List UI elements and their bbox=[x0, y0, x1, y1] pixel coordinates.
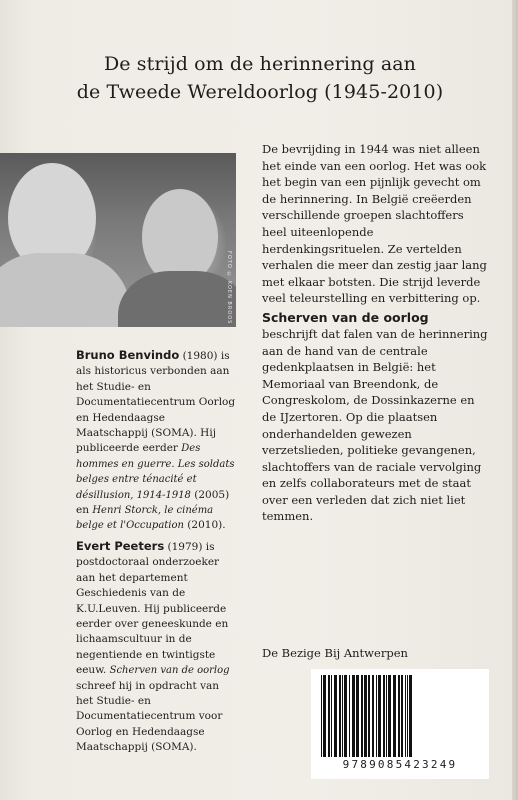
author-name: Bruno Benvindo bbox=[76, 348, 180, 362]
bio-text: (2005) en bbox=[76, 488, 230, 517]
author-bio-2 bbox=[76, 539, 236, 756]
author-name: Evert Peeters bbox=[76, 539, 165, 553]
barcode-bar bbox=[349, 675, 350, 757]
barcode-bar bbox=[356, 675, 359, 757]
book-title: Des hommes en guerre. Les soldats belges entre ténacité et désillusion, 1914-1918 bbox=[76, 443, 235, 501]
barcode-bar bbox=[361, 675, 363, 757]
bio-text: is als historicus verbonden aan het Studie- en Documentatiecentrum Oorlog en Hedendaagse Maatschappij (SOMA). Hij publiceerde eerder bbox=[76, 350, 236, 455]
author-left-body bbox=[0, 253, 130, 327]
author-right-body bbox=[118, 271, 236, 327]
blurb-subheading: Scherven van de oorlog bbox=[262, 309, 429, 325]
isbn-digits: 9789085423249 bbox=[342, 758, 458, 771]
barcode-bar bbox=[368, 675, 370, 757]
barcode-bar bbox=[339, 675, 341, 757]
barcode-bar bbox=[323, 675, 326, 757]
bio-text: (2010). bbox=[183, 519, 226, 532]
barcode-bar bbox=[388, 675, 391, 757]
bio-text: is postdoctoraal onderzoeker aan het departement Geschiedenis van de K.U.Leuven. Hij publiceerde eerder over geneeskunde en lichaamscultuur in de negentiende en twintigste eeuw. bbox=[76, 541, 229, 677]
barcode-bar bbox=[328, 675, 330, 757]
barcode-bar bbox=[321, 675, 322, 757]
author-bio-1 bbox=[76, 348, 236, 534]
publisher-name: De Bezige Bij Antwerpen bbox=[262, 646, 408, 660]
book-title: Henri Storck, le cinéma belge et l'Occupation bbox=[76, 505, 214, 532]
photo-credit: FOTO © KOEN BROOS bbox=[226, 251, 232, 325]
title-line-2: de Tweede Wereldoorlog (1945-2010) bbox=[76, 81, 444, 103]
blurb-paragraph-2: beschrijft dat falen van de herinnering aan de hand van de centrale gedenkplaatsen in België: het Memoriaal van Breendonk, de Congreskolom, de Dossinkazerne en de IJzertoren. Op die plaatsen onderhandelden gewezen verzetslieden, politieke gevangenen, slachtoffers van de raciale vervolging en zelfs collaborateurs met de staat over een verleden dat zich niet liet temmen. bbox=[262, 326, 488, 524]
barcode-bar bbox=[409, 675, 412, 757]
barcode-bar bbox=[386, 675, 387, 757]
bio-text: schreef hij in opdracht van het Studie- en Documentatiecentrum voor Oorlog en Hedendaagse Maatschappij (SOMA). bbox=[76, 679, 223, 754]
barcode-bars bbox=[319, 675, 481, 757]
barcode-bar bbox=[401, 675, 403, 757]
barcode-bar bbox=[372, 675, 374, 757]
barcode-bar bbox=[376, 675, 377, 757]
barcode-bar bbox=[331, 675, 332, 757]
author-birth-year: (1980) bbox=[182, 350, 218, 362]
barcode-bar bbox=[364, 675, 367, 757]
barcode-bar bbox=[405, 675, 406, 757]
barcode-bar bbox=[378, 675, 381, 757]
authors-photo bbox=[0, 153, 236, 327]
barcode-bar bbox=[352, 675, 355, 757]
barcode-bar bbox=[407, 675, 408, 757]
blurb bbox=[262, 141, 488, 525]
cover-edge bbox=[512, 0, 518, 800]
barcode-bar bbox=[398, 675, 400, 757]
author-birth-year: (1979) bbox=[167, 541, 203, 553]
barcode-bar bbox=[393, 675, 396, 757]
isbn-barcode bbox=[311, 669, 489, 779]
barcode-bar bbox=[334, 675, 337, 757]
cover-title bbox=[60, 50, 460, 106]
barcode-bar bbox=[342, 675, 343, 757]
barcode-bar bbox=[344, 675, 347, 757]
barcode-bar bbox=[383, 675, 385, 757]
title-line-1: De strijd om de herinnering aan bbox=[103, 53, 417, 75]
book-title: Scherven van de oorlog bbox=[109, 665, 230, 677]
blurb-paragraph-1: De bevrijding in 1944 was niet alleen het einde van een oorlog. Het was ook het begin van een pijnlijk gevecht om de herinnering. In België creëerden verschillende groepen slachtoffers heel uiteenlopende herdenkingsrituelen. Ze vertelden verhalen die meer dan zestig jaar lang met elkaar botsten. Die strijd leverde veel teleurstelling en verbittering op. bbox=[262, 142, 487, 306]
